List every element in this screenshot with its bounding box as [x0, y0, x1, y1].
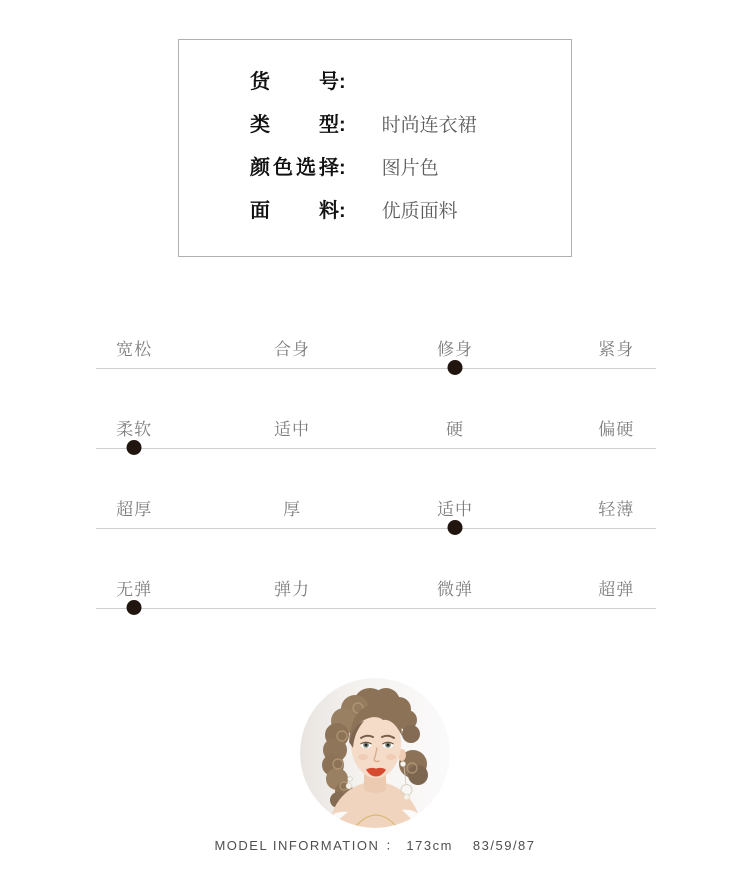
- scale-thickness: [96, 495, 656, 575]
- scale-option: 修身: [436, 340, 473, 359]
- info-row-fabric: [250, 196, 571, 239]
- scale-option: 紧身: [598, 340, 635, 359]
- scale-option: 弹力: [274, 580, 310, 599]
- scale-option: 轻薄: [598, 500, 635, 519]
- info-colon: :: [339, 114, 346, 136]
- info-colon: :: [339, 71, 346, 93]
- scale-option: 适中: [274, 420, 310, 439]
- scale-indicator-dot: [447, 360, 462, 375]
- scale-elasticity: [96, 575, 656, 655]
- info-label: 货号: [250, 71, 339, 93]
- scale-line: [96, 528, 656, 529]
- model-height: 173cm: [406, 838, 453, 853]
- info-row-color: [250, 153, 571, 196]
- scale-option: 合身: [274, 340, 310, 359]
- info-row-type: [250, 110, 571, 153]
- attribute-scales: [96, 335, 656, 655]
- scale-option: 超厚: [116, 500, 153, 519]
- scale-line: [96, 448, 656, 449]
- scale-option: 硬: [445, 420, 464, 439]
- scale-option: 厚: [283, 500, 301, 519]
- model-info-label: MODEL INFORMATION: [214, 838, 380, 853]
- info-label: 面料: [250, 200, 339, 222]
- info-value: 图片色: [381, 158, 439, 179]
- scale-line: [96, 368, 656, 369]
- info-colon: :: [339, 157, 346, 179]
- scale-option: 柔软: [116, 420, 153, 439]
- model-information: [0, 835, 750, 854]
- info-row-item-number: [250, 67, 571, 110]
- scale-softness: [96, 415, 656, 495]
- scale-option: 微弹: [436, 580, 473, 599]
- scale-line: [96, 608, 656, 609]
- scale-indicator-dot: [127, 600, 142, 615]
- scale-option: 超弹: [598, 580, 635, 599]
- scale-option: 宽松: [116, 340, 153, 359]
- scale-option: 适中: [436, 500, 473, 519]
- info-colon: :: [339, 200, 346, 222]
- scale-fit: [96, 335, 656, 415]
- scale-option: 偏硬: [598, 420, 635, 439]
- info-label: 类型: [250, 114, 339, 136]
- product-info-box: [178, 39, 572, 257]
- info-value: 时尚连衣裙: [381, 115, 477, 136]
- scale-indicator-dot: [127, 440, 142, 455]
- model-info-separator: ：: [385, 838, 399, 853]
- model-portrait-illustration: [300, 678, 450, 828]
- scale-indicator-dot: [447, 520, 462, 535]
- model-measurements: 83/59/87: [472, 838, 536, 853]
- model-photo: [300, 678, 450, 828]
- info-label: 颜色选择: [250, 157, 339, 179]
- scale-option: 无弹: [116, 580, 153, 599]
- info-value: 优质面料: [381, 201, 458, 222]
